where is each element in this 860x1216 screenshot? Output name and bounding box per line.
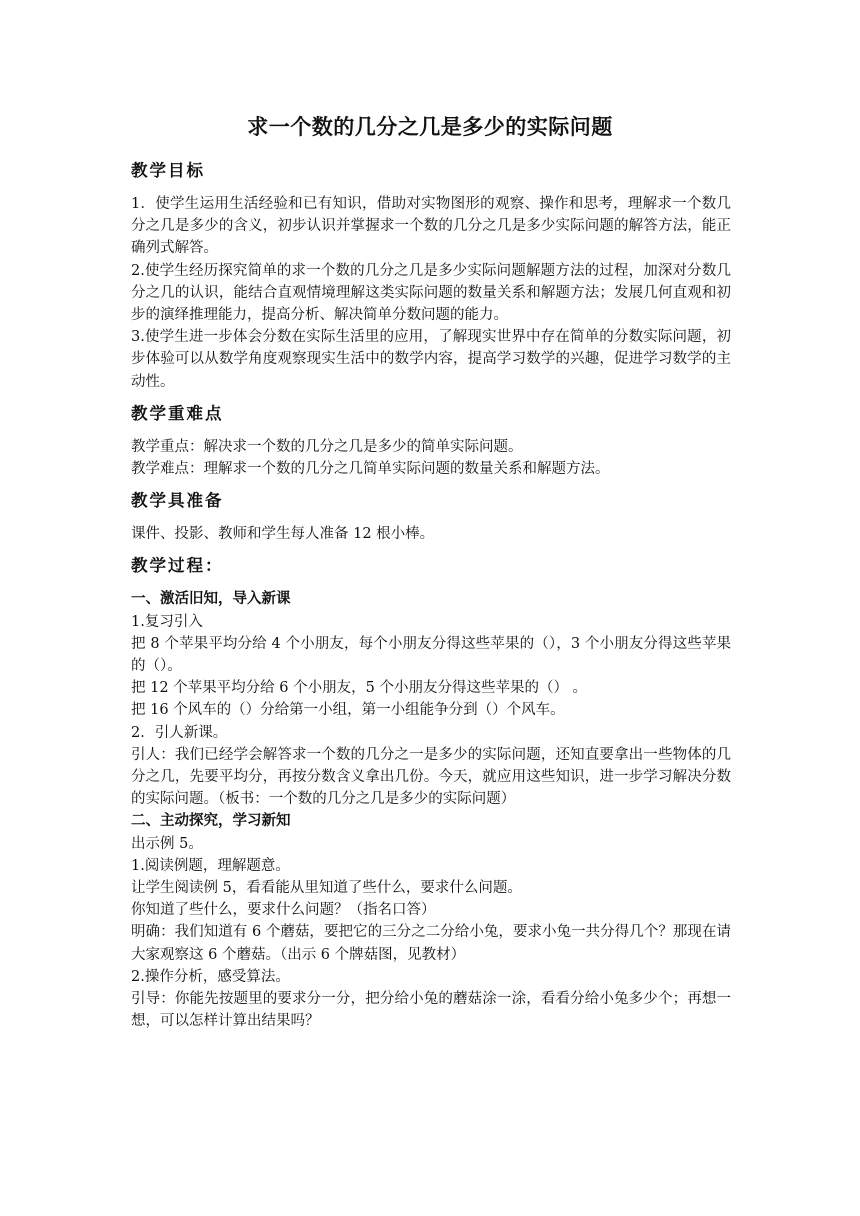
document-body bbox=[131, 150, 731, 1033]
key-point-difficulty: 教学难点：理解求一个数的几分之几简单实际问题的数量关系和解题方法。 bbox=[131, 461, 610, 478]
section2-line: 明确：我们知道有 6 个蘑菇，要把它的三分之二分给小兔，要求小兔一共分得几个？那现在请大家观察这 6 个蘑菇。（出示 6 个牌菇图，见教材） bbox=[131, 924, 731, 963]
section1-line: 把 16 个风车的（）分给第一小组，第一小组能争分到（）个风车。 bbox=[131, 702, 565, 719]
section1-line: 1.复习引入 bbox=[131, 613, 203, 630]
section1-line: 把 8 个苹果平均分给 4 个小朋友，每个小朋友分得这些苹果的（），3 个小朋友分得这些苹果的（）。 bbox=[131, 635, 731, 675]
section1-title: 一、激活旧知，导入新课 bbox=[131, 591, 291, 608]
objective-item-2: 2.使学生经历探究简单的求一个数的几分之几是多少实际问题解题方法的过程，加深对分数几分之几的认识，能结合直观情境理解这类实际问题的数量关系和解题方法；发展几何直观和初步的演绎推理能力，提高分析、解决简单分数问题的能力。 bbox=[131, 262, 731, 324]
document-title: 求一个数的几分之几是多少的实际问题 bbox=[247, 115, 613, 139]
section2-line: 1.阅读例题，理解题意。 bbox=[131, 857, 290, 874]
preparation-heading: 教学具准备 bbox=[131, 491, 224, 511]
section2-line: 让学生阅读例 5，看看能从里知道了些什么，要求什么问题。 bbox=[131, 880, 522, 897]
section2-line: 你知道了些什么，要求什么问题？（指名口答） bbox=[131, 902, 436, 919]
key-point-focus: 教学重点：解决求一个数的几分之几是多少的简单实际问题。 bbox=[131, 438, 523, 455]
objectives-heading: 教学目标 bbox=[131, 161, 205, 180]
process-heading: 教学过程： bbox=[131, 556, 224, 576]
preparation-text: 课件、投影、教师和学生每人准备 12 根小棒。 bbox=[131, 526, 435, 543]
section1-line: 引人：我们已经学会解答求一个数的几分之一是多少的实际问题，还知直要拿出一些物体的几分之几，先要平均分，再按分数含义拿出几份。今天，就应用这些知识，进一步学习解决分数的实际问题。（板书：一个数的几分之几是多少的实际问题） bbox=[131, 746, 731, 808]
section1-line: 2．引人新课。 bbox=[131, 724, 228, 741]
section2-line: 出示例 5。 bbox=[131, 835, 203, 852]
objective-item-3: 3.使学生进一步体会分数在实际生活里的应用，了解现实世界中存在简单的分数实际问题，初步体验可以从数学角度观察现实生活中的数学内容，提高学习数学的兴趣，促进学习数学的主动性。 bbox=[131, 329, 731, 390]
section2-title: 二、主动探究，学习新知 bbox=[131, 813, 291, 830]
section1-line: 把 12 个苹果平均分给 6 个小朋友，5 个小朋友分得这些苹果的（） 。 bbox=[131, 680, 588, 697]
key-points-heading: 教学重难点 bbox=[131, 403, 224, 423]
section2-line: 2.操作分析，感受算法。 bbox=[131, 968, 290, 985]
section2-line: 引导：你能先按题里的要求分一分，把分给小兔的蘑菇涂一涂，看看分给小兔多少个；再想一想，可以怎样计算出结果吗？ bbox=[131, 991, 731, 1030]
objective-item-1: 1．使学生运用生活经验和已有知识，借助对实物图形的观察、操作和思考，理解求一个数几分之几是多少的含义，初步认识并掌握求一个数的几分之几是多少实际问题的解答方法，能正确列式解答。 bbox=[131, 196, 731, 257]
